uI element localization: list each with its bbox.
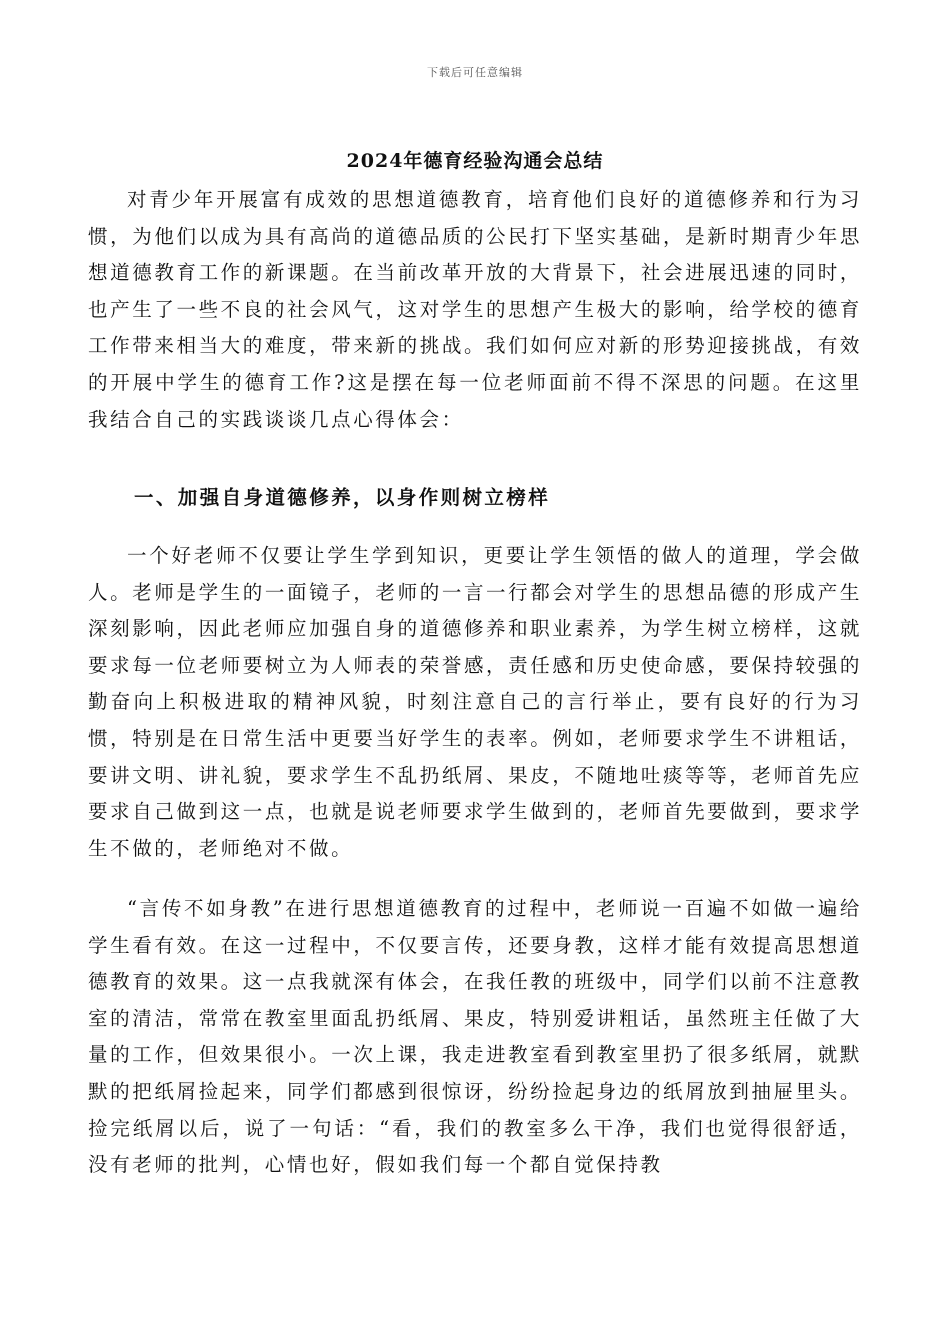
paragraph-intro [88, 182, 862, 438]
section-heading-1: 一、加强自身道德修养，以身作则树立榜样 [134, 486, 551, 509]
paragraph-text: “言传不如身教”在进行思想道德教育的过程中，老师说一百遍不如做一遍给学生看有效。在这一过程中，不仅要言传，还要身教，这样才能有效提高思想道德教育的效果。这一点我就深有体会，在我任教的班级中，同学们以前不注意教室的清洁，常常在教室里面乱扔纸屑、果皮，特别爱讲粗话，虽然班主任做了大量的工作，但效果很小。一次上课，我走进教室看到教室里扔了很多纸屑，就默默的把纸屑捡起来，同学们都感到很惊讶，纷纷捡起身边的纸屑放到抽屉里头。捡完纸屑以后，说了一句话：“看，我们的教室多么干净，我们也觉得很舒适，没有老师的批判，心情也好，假如我们每一个都自觉保持教 [88, 897, 862, 1177]
paragraph-section-1-a [88, 538, 862, 867]
paragraph-section-1-b [88, 891, 862, 1184]
paragraph-text: 一个好老师不仅要让学生学到知识，更要让学生领悟的做人的道理，学会做人。老师是学生的一面镜子，老师的一言一行都会对学生的思想品德的形成产生深刻影响，因此老师应加强自身的道德修养和职业素养，为学生树立榜样，这就要求每一位老师要树立为人师表的荣誉感，责任感和历史使命感，要保持较强的勤奋向上积极进取的精神风貌，时刻注意自己的言行举止，要有良好的行为习惯，特别是在日常生活中更要当好学生的表率。例如，老师要求学生不讲粗话，要讲文明、讲礼貌，要求学生不乱扔纸屑、果皮，不随地吐痰等等，老师首先应要求自己做到这一点，也就是说老师要求学生做到的，老师首先要做到，要求学生不做的，老师绝对不做。 [88, 544, 862, 860]
document-title: 2024年德育经验沟通会总结 [346, 150, 604, 172]
paragraph-text: 对青少年开展富有成效的思想道德教育，培育他们良好的道德修养和行为习惯，为他们以成为具有高尚的道德品质的公民打下坚实基础，是新时期青少年思想道德教育工作的新课题。在当前改革开放的大背景下，社会进展迅速的同时，也产生了一些不良的社会风气，这对学生的思想产生极大的影响，给学校的德育工作带来相当大的难度，带来新的挑战。我们如何应对新的形势迎接挑战，有效的开展中学生的德育工作?这是摆在每一位老师面前不得不深思的问题。在这里我结合自己的实践谈谈几点心得体会： [88, 188, 862, 431]
header-note: 下载后可任意编辑 [427, 66, 523, 79]
